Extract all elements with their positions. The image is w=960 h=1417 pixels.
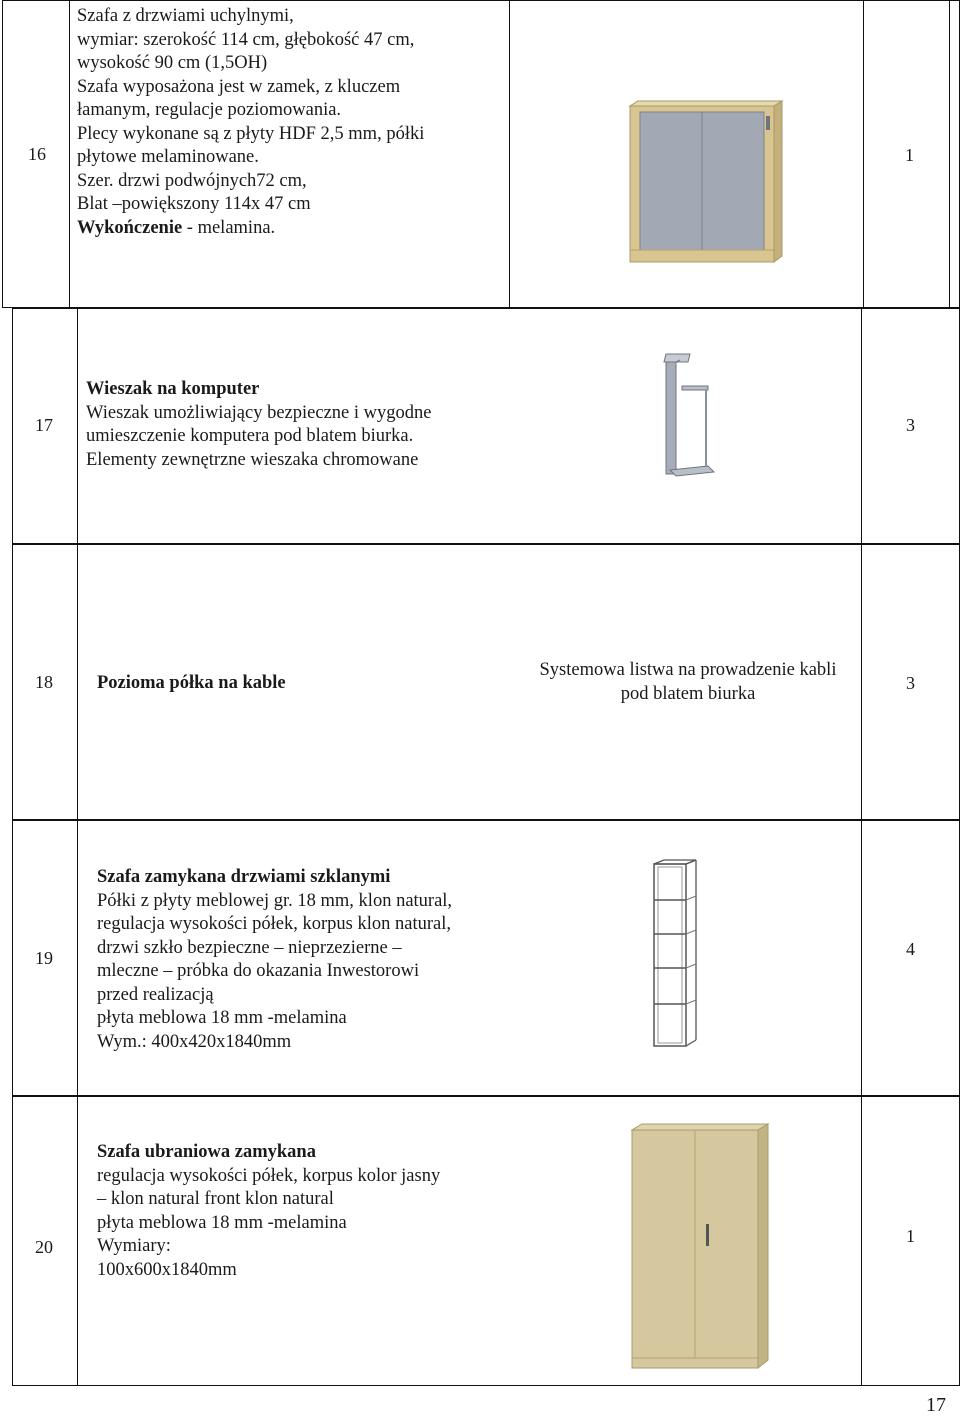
low-cabinet-icon [626, 100, 786, 275]
row-quantity: 1 [905, 145, 914, 165]
row-description: Wieszak na komputer Wieszak umożliwiający bezpieczne i wygodne umieszczenie komputera pod blatem biurka. Elementy zewnętrzne wieszaka chromowane [86, 379, 432, 470]
cpu-holder-icon [660, 352, 720, 487]
row-quantity: 4 [906, 939, 915, 959]
row-note: Systemowa listwa na prowadzenie kabli pod blatem biurka [539, 660, 837, 704]
row-number: 19 [35, 948, 53, 968]
row-title: Pozioma półka na kable [97, 673, 286, 693]
row-description: Szafa ubraniowa zamykana regulacja wysokości półek, korpus kolor jasny – klon natural front klon natural płyta meblowa 18 mm -melamina Wymiary: 100x600x1840mm [97, 1142, 441, 1280]
row-quantity: 3 [906, 415, 915, 435]
row-number: 18 [35, 672, 53, 692]
row-description: Szafa z drzwiami uchylnymi, wymiar: szerokość 114 cm, głębokość 47 cm, wysokość 90 cm (1,5OH) Szafa wyposażona jest w zamek, z kluczem łamanym, regulacje poziomowania. Plecy wykonane są z płyty HDF 2,5 mm, półki płytowe melaminowane. Szer. drzwi podwójnych72 cm, Blat –powiększony 114x 47 cm Wykończenie - melamina. [77, 6, 425, 238]
row-quantity: 1 [906, 1226, 915, 1246]
row-description: Szafa zamykana drzwiami szklanymi Półki z płyty meblowej gr. 18 mm, klon natural, regulacja wysokości półek, korpus klon natural, drzwi szkło bezpieczne – nieprzezierne – mleczne – próbka do okazania Inwestorowi przed realizacją płyta meblowa 18 mm -melamina Wym.: 400x420x1840mm [97, 867, 453, 1052]
row-quantity: 3 [906, 673, 915, 693]
wardrobe-icon [630, 1122, 780, 1379]
row-number: 17 [35, 415, 53, 435]
row-number: 16 [28, 144, 46, 164]
tall-shelf-icon [650, 858, 700, 1057]
page-number: 17 [926, 1394, 946, 1416]
row-number: 20 [35, 1237, 53, 1257]
